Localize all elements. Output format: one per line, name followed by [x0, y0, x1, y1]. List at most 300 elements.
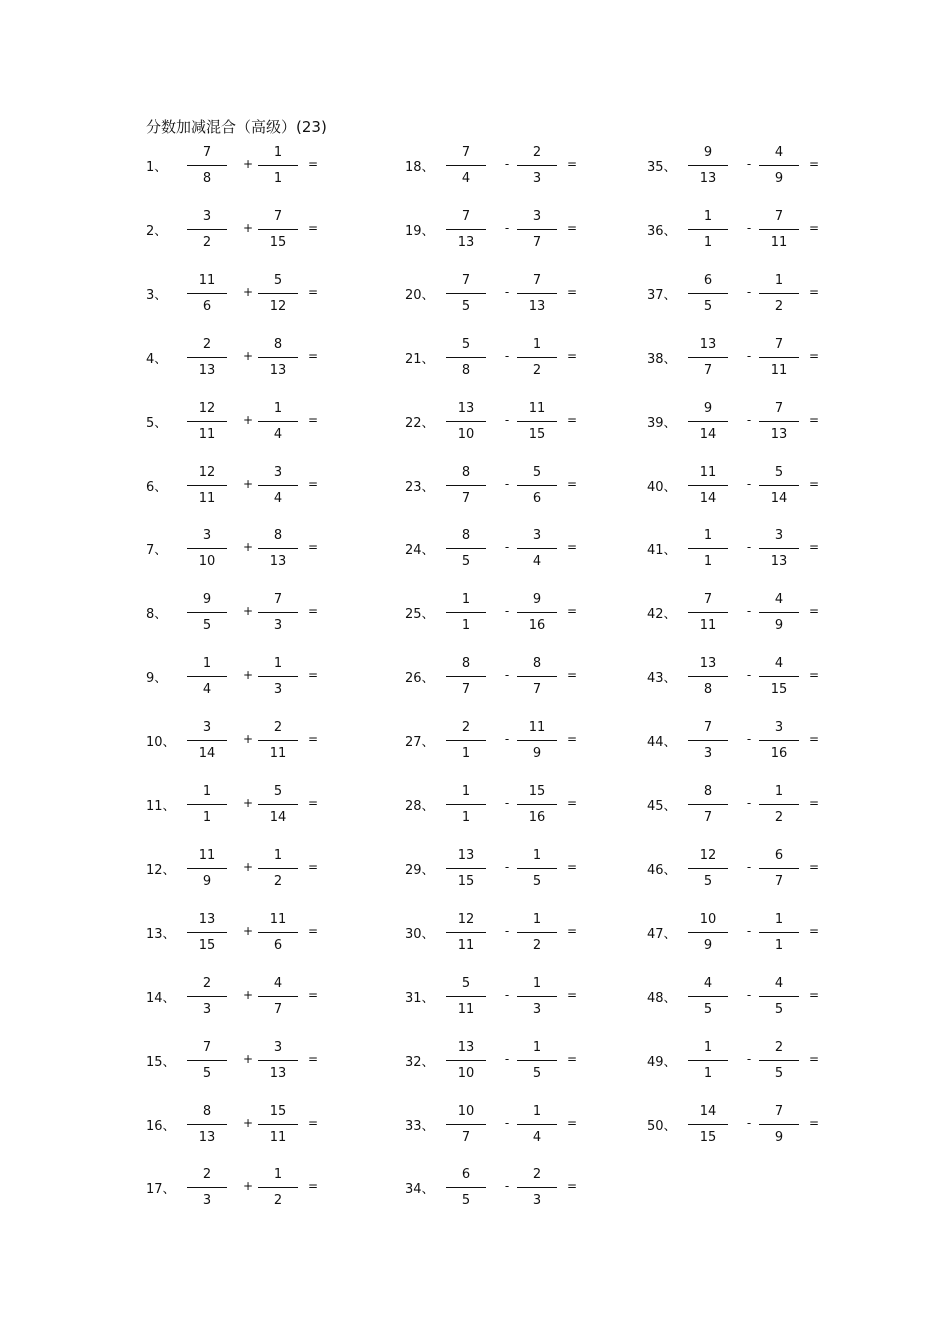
denominator: 8 [703, 682, 713, 698]
denominator: 7 [703, 810, 713, 825]
equals-sign: = [809, 1115, 820, 1130]
fraction-right [759, 337, 799, 385]
fraction-right [258, 784, 298, 832]
numerator: 11 [699, 464, 717, 480]
fraction-right [759, 465, 799, 513]
problem-number: 41、 [647, 543, 677, 559]
operator: - [746, 668, 752, 683]
numerator: 10 [457, 1103, 475, 1119]
problem-number: 19、 [405, 223, 435, 239]
fraction-left [688, 145, 728, 193]
fraction-bar [688, 868, 728, 869]
fraction-right [759, 592, 799, 640]
problem-number: 5、 [146, 415, 168, 431]
problem-number: 9、 [146, 671, 168, 687]
denominator: 7 [461, 1129, 471, 1145]
fraction-bar [258, 165, 298, 166]
fraction-bar [446, 1124, 486, 1125]
page-title: 分数加减混合（高级）(23) [146, 118, 327, 136]
fraction-left [446, 720, 486, 768]
fraction-bar [759, 548, 799, 549]
denominator: 5 [703, 873, 713, 889]
fraction-bar [759, 676, 799, 677]
problem-item [405, 401, 665, 457]
fraction-bar [446, 676, 486, 677]
denominator: 5 [703, 1001, 713, 1017]
denominator: 13 [198, 1129, 216, 1145]
denominator: 16 [528, 618, 546, 634]
fraction-bar [759, 485, 799, 486]
problem-item [405, 592, 665, 648]
denominator: 16 [770, 746, 788, 762]
problem-number: 24、 [405, 543, 435, 559]
denominator: 11 [770, 362, 788, 378]
equals-sign: = [567, 923, 578, 938]
fraction-bar [187, 676, 227, 677]
equals-sign: = [308, 220, 319, 235]
equals-sign: = [308, 987, 319, 1002]
fraction-right [258, 912, 298, 960]
fraction-left [446, 1040, 486, 1088]
fraction-bar [446, 1060, 486, 1061]
numerator: 13 [457, 847, 475, 863]
fraction-bar [187, 548, 227, 549]
fraction-right [517, 1040, 557, 1088]
fraction-bar [688, 357, 728, 358]
denominator: 13 [269, 554, 287, 570]
problem-item [405, 1104, 665, 1160]
problem-number: 37、 [647, 287, 677, 303]
fraction-right [258, 337, 298, 385]
numerator: 7 [202, 145, 212, 160]
problem-number: 34、 [405, 1182, 435, 1198]
numerator: 8 [273, 336, 283, 352]
problem-number: 13、 [146, 926, 176, 942]
fraction-right [759, 784, 799, 832]
denominator: 6 [532, 490, 542, 506]
fraction-right [759, 720, 799, 768]
problem-number: 40、 [647, 479, 677, 495]
fraction-bar [688, 548, 728, 549]
problem-item [405, 145, 665, 201]
numerator: 3 [273, 1039, 283, 1055]
problem-item [647, 1104, 907, 1160]
denominator: 3 [273, 618, 283, 634]
fraction-bar [446, 293, 486, 294]
problem-number: 1、 [146, 160, 168, 175]
fraction-left [688, 337, 728, 385]
numerator: 5 [273, 784, 283, 799]
fraction-bar [517, 612, 557, 613]
operator: + [242, 348, 254, 363]
operator: - [746, 604, 752, 619]
denominator: 15 [528, 426, 546, 442]
problem-number: 49、 [647, 1054, 677, 1070]
fraction-bar [187, 1060, 227, 1061]
denominator: 4 [273, 426, 283, 442]
fraction-right [258, 528, 298, 576]
problem-number: 21、 [405, 351, 435, 367]
numerator: 14 [699, 1103, 717, 1119]
fraction-right [759, 273, 799, 321]
fraction-right [517, 592, 557, 640]
equals-sign: = [308, 1179, 319, 1194]
operator: - [504, 476, 510, 491]
problem-number: 43、 [647, 671, 677, 687]
numerator: 9 [703, 400, 713, 416]
fraction-right [258, 592, 298, 640]
fraction-right [517, 528, 557, 576]
numerator: 12 [699, 847, 717, 863]
denominator: 2 [532, 362, 542, 378]
numerator: 1 [774, 911, 784, 927]
equals-sign: = [567, 476, 578, 491]
fraction-right [517, 976, 557, 1024]
equals-sign: = [809, 476, 820, 491]
fraction-bar [688, 996, 728, 997]
fraction-right [759, 145, 799, 193]
denominator: 11 [699, 618, 717, 634]
problem-item [405, 1040, 665, 1096]
fraction-left [688, 1104, 728, 1152]
fraction-bar [258, 804, 298, 805]
operator: + [242, 668, 254, 683]
problem-number: 27、 [405, 735, 435, 751]
fraction-bar [446, 740, 486, 741]
operator: - [746, 412, 752, 427]
fraction-left [187, 912, 227, 960]
numerator: 3 [273, 464, 283, 480]
equals-sign: = [809, 859, 820, 874]
numerator: 4 [774, 656, 784, 672]
problem-item [405, 720, 665, 776]
numerator: 7 [774, 1103, 784, 1119]
denominator: 7 [532, 234, 542, 250]
fraction-left [187, 592, 227, 640]
denominator: 7 [461, 682, 471, 698]
fraction-bar [688, 485, 728, 486]
denominator: 11 [457, 1001, 475, 1017]
fraction-bar [688, 421, 728, 422]
denominator: 11 [457, 937, 475, 953]
numerator: 7 [774, 400, 784, 416]
denominator: 15 [770, 682, 788, 698]
numerator: 8 [532, 656, 542, 672]
operator: - [504, 668, 510, 683]
numerator: 1 [273, 847, 283, 863]
fraction-bar [759, 612, 799, 613]
numerator: 10 [699, 911, 717, 927]
equals-sign: = [809, 412, 820, 427]
denominator: 9 [703, 937, 713, 953]
problem-item [405, 848, 665, 904]
fraction-right [517, 337, 557, 385]
denominator: 4 [461, 171, 471, 186]
numerator: 3 [202, 208, 212, 224]
fraction-left [187, 401, 227, 449]
fraction-right [759, 656, 799, 704]
operator: + [242, 476, 254, 491]
problem-item [405, 784, 665, 840]
fraction-right [517, 1104, 557, 1152]
denominator: 11 [269, 746, 287, 762]
equals-sign: = [809, 157, 820, 171]
problem-item [146, 209, 406, 265]
denominator: 13 [699, 171, 717, 186]
fraction-bar [446, 932, 486, 933]
fraction-bar [187, 229, 227, 230]
problem-item [405, 912, 665, 968]
problem-item [405, 1167, 665, 1223]
fraction-left [446, 145, 486, 193]
problem-item [647, 145, 907, 201]
operator: + [242, 923, 254, 938]
operator: - [504, 859, 510, 874]
fraction-bar [517, 1060, 557, 1061]
fraction-right [517, 656, 557, 704]
fraction-right [517, 784, 557, 832]
denominator: 1 [273, 171, 283, 186]
denominator: 6 [273, 937, 283, 953]
problem-number: 22、 [405, 415, 435, 431]
fraction-bar [187, 868, 227, 869]
problem-item [647, 976, 907, 1032]
fraction-bar [688, 804, 728, 805]
fraction-bar [187, 996, 227, 997]
problem-number: 42、 [647, 607, 677, 623]
fraction-bar [446, 868, 486, 869]
denominator: 15 [269, 234, 287, 250]
problem-item [146, 848, 406, 904]
problem-item [405, 528, 665, 584]
fraction-left [446, 528, 486, 576]
fraction-bar [517, 996, 557, 997]
denominator: 3 [532, 1001, 542, 1017]
problem-item [146, 1040, 406, 1096]
denominator: 5 [202, 1065, 212, 1081]
numerator: 2 [461, 720, 471, 736]
fraction-left [446, 209, 486, 257]
fraction-right [759, 912, 799, 960]
fraction-bar [517, 165, 557, 166]
denominator: 5 [461, 298, 471, 314]
operator: - [504, 412, 510, 427]
fraction-left [187, 337, 227, 385]
fraction-bar [517, 1187, 557, 1188]
fraction-left [688, 209, 728, 257]
numerator: 15 [269, 1103, 287, 1119]
fraction-bar [446, 804, 486, 805]
denominator: 9 [532, 746, 542, 762]
fraction-left [187, 848, 227, 896]
denominator: 9 [774, 1129, 784, 1145]
denominator: 1 [202, 810, 212, 825]
denominator: 14 [770, 490, 788, 506]
fraction-bar [258, 612, 298, 613]
numerator: 4 [703, 975, 713, 991]
fraction-bar [517, 548, 557, 549]
problem-item [146, 656, 406, 712]
fraction-right [517, 848, 557, 896]
numerator: 3 [774, 528, 784, 544]
fraction-bar [759, 357, 799, 358]
equals-sign: = [308, 412, 319, 427]
denominator: 2 [774, 810, 784, 825]
fraction-left [688, 656, 728, 704]
problem-number: 3、 [146, 287, 168, 303]
fraction-bar [187, 740, 227, 741]
denominator: 16 [528, 810, 546, 825]
denominator: 3 [273, 682, 283, 698]
fraction-bar [759, 421, 799, 422]
equals-sign: = [567, 1115, 578, 1130]
problem-item [647, 912, 907, 968]
numerator: 1 [703, 1039, 713, 1055]
operator: - [746, 157, 752, 171]
denominator: 3 [703, 746, 713, 762]
fraction-bar [187, 357, 227, 358]
operator: - [746, 923, 752, 938]
fraction-bar [258, 676, 298, 677]
equals-sign: = [567, 859, 578, 874]
denominator: 13 [770, 554, 788, 570]
fraction-left [187, 656, 227, 704]
fraction-bar [517, 740, 557, 741]
fraction-right [258, 1167, 298, 1215]
fraction-bar [446, 229, 486, 230]
fraction-left [187, 784, 227, 832]
fraction-bar [258, 357, 298, 358]
numerator: 3 [532, 208, 542, 224]
equals-sign: = [567, 540, 578, 555]
fraction-right [759, 1104, 799, 1152]
denominator: 11 [198, 490, 216, 506]
denominator: 5 [774, 1065, 784, 1081]
fraction-left [187, 273, 227, 321]
numerator: 1 [532, 1039, 542, 1055]
equals-sign: = [809, 540, 820, 555]
problem-number: 25、 [405, 607, 435, 623]
denominator: 1 [461, 746, 471, 762]
operator: - [504, 284, 510, 299]
numerator: 7 [774, 208, 784, 224]
numerator: 8 [273, 528, 283, 544]
denominator: 2 [273, 873, 283, 889]
problem-item [647, 592, 907, 648]
problem-item [647, 528, 907, 584]
denominator: 14 [198, 746, 216, 762]
fraction-left [187, 1040, 227, 1088]
numerator: 3 [202, 528, 212, 544]
operator: - [504, 1179, 510, 1194]
operator: + [242, 796, 254, 810]
operator: - [504, 987, 510, 1002]
problem-number: 31、 [405, 990, 435, 1006]
fraction-left [446, 1167, 486, 1215]
problem-item [647, 656, 907, 712]
fraction-right [759, 209, 799, 257]
denominator: 1 [703, 1065, 713, 1081]
numerator: 5 [273, 272, 283, 288]
operator: + [242, 284, 254, 299]
problem-number: 10、 [146, 735, 176, 751]
problem-number: 12、 [146, 862, 176, 878]
equals-sign: = [809, 348, 820, 363]
equals-sign: = [308, 348, 319, 363]
problem-number: 32、 [405, 1054, 435, 1070]
numerator: 2 [202, 975, 212, 991]
operator: + [242, 732, 254, 747]
denominator: 7 [532, 682, 542, 698]
problem-number: 33、 [405, 1118, 435, 1134]
operator: - [504, 348, 510, 363]
operator: - [504, 732, 510, 747]
denominator: 5 [703, 298, 713, 314]
numerator: 1 [532, 975, 542, 991]
denominator: 1 [461, 618, 471, 634]
fraction-bar [258, 548, 298, 549]
fraction-bar [688, 229, 728, 230]
operator: - [504, 796, 510, 810]
denominator: 14 [699, 426, 717, 442]
fraction-left [688, 465, 728, 513]
equals-sign: = [809, 1051, 820, 1066]
denominator: 2 [532, 937, 542, 953]
numerator: 3 [774, 720, 784, 736]
problem-item [405, 976, 665, 1032]
fraction-right [258, 273, 298, 321]
fraction-left [187, 1104, 227, 1152]
equals-sign: = [809, 668, 820, 683]
denominator: 1 [774, 937, 784, 953]
fraction-left [446, 656, 486, 704]
fraction-left [446, 912, 486, 960]
numerator: 7 [273, 592, 283, 608]
denominator: 3 [202, 1001, 212, 1017]
operator: + [242, 1051, 254, 1066]
fraction-left [688, 784, 728, 832]
equals-sign: = [809, 796, 820, 810]
fraction-left [688, 912, 728, 960]
fraction-bar [759, 740, 799, 741]
problem-item [647, 784, 907, 840]
numerator: 3 [202, 720, 212, 736]
fraction-right [517, 209, 557, 257]
numerator: 13 [198, 911, 216, 927]
problem-item [647, 401, 907, 457]
equals-sign: = [308, 157, 319, 171]
fraction-left [446, 401, 486, 449]
denominator: 5 [461, 554, 471, 570]
fraction-left [187, 465, 227, 513]
problem-item [146, 337, 406, 393]
fraction-left [688, 848, 728, 896]
numerator: 2 [202, 336, 212, 352]
fraction-bar [187, 804, 227, 805]
problem-number: 14、 [146, 990, 176, 1006]
problem-number: 39、 [647, 415, 677, 431]
fraction-left [446, 273, 486, 321]
denominator: 5 [532, 873, 542, 889]
fraction-bar [258, 1187, 298, 1188]
problem-item [405, 465, 665, 521]
fraction-right [258, 401, 298, 449]
equals-sign: = [308, 284, 319, 299]
operator: + [242, 859, 254, 874]
numerator: 7 [461, 208, 471, 224]
fraction-right [258, 1040, 298, 1088]
equals-sign: = [567, 604, 578, 619]
